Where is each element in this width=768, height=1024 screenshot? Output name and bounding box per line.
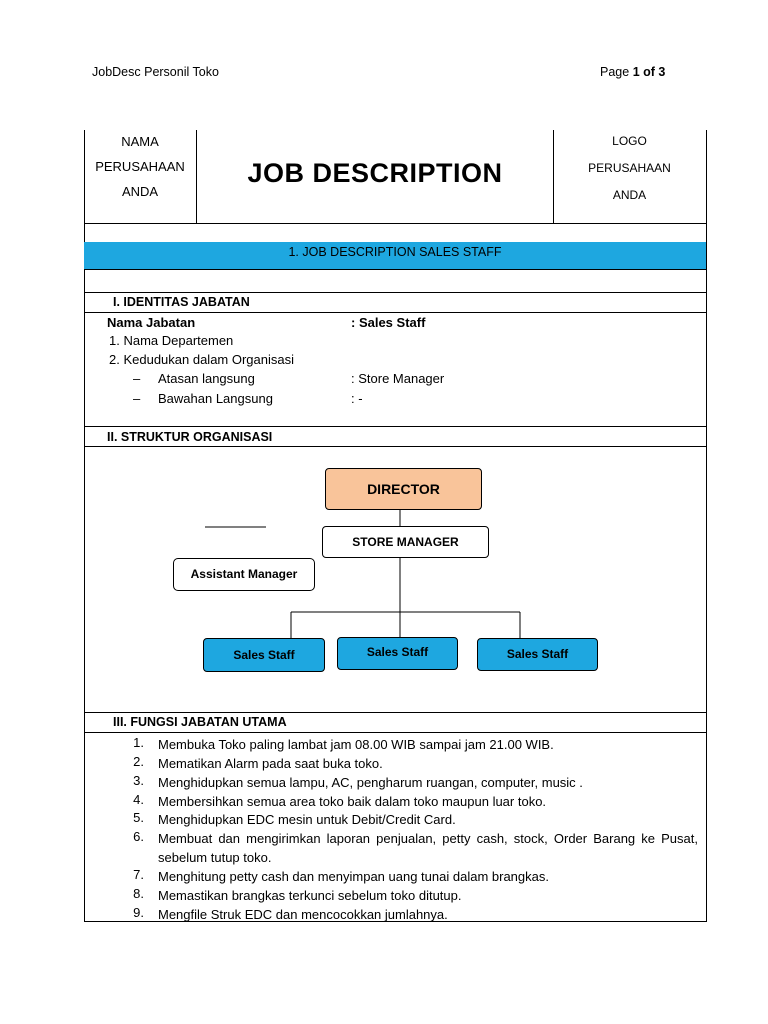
list-item-number: 4.	[133, 792, 144, 807]
field-label-atasan: Atasan langsung	[158, 371, 255, 386]
field-label-nama-jabatan: Nama Jabatan	[107, 315, 196, 330]
section-heading-identitas: I. IDENTITAS JABATAN	[113, 295, 250, 309]
company-name-line: PERUSAHAAN	[95, 159, 185, 174]
list-item: Membuka Toko paling lambat jam 08.00 WIB sampai jam 21.00 WIB.	[158, 737, 554, 752]
field-value-bawahan: : -	[351, 391, 363, 406]
list-item: Menghitung petty cash dan menyimpan uang tunai dalam brangkas.	[158, 869, 549, 884]
org-node-director: DIRECTOR	[325, 468, 482, 510]
dash-bullet: –	[133, 391, 141, 406]
field-label-departemen: 1. Nama Departemen	[109, 333, 234, 348]
section-band-title: 1. JOB DESCRIPTION SALES STAFF	[288, 245, 502, 259]
list-item-number: 3.	[133, 773, 144, 788]
page-prefix: Page	[600, 65, 630, 79]
org-node-assistant-manager: Assistant Manager	[173, 558, 315, 591]
list-item-number: 8.	[133, 886, 144, 901]
list-item-number: 7.	[133, 867, 144, 882]
document-header-title: JobDesc Personil Toko	[92, 65, 219, 79]
page-total: 3	[658, 65, 666, 79]
page-current: 1	[632, 65, 640, 79]
logo-line: PERUSAHAAN	[588, 161, 671, 175]
field-value-nama-jabatan: : Sales Staff	[351, 315, 426, 330]
page-of: of	[643, 65, 655, 79]
logo-line: LOGO	[612, 134, 647, 148]
document-title: JOB DESCRIPTION	[247, 158, 503, 188]
company-name-line: NAMA	[121, 134, 159, 149]
list-item: Membersihkan semua area toko baik dalam toko maupun luar toko.	[158, 794, 547, 809]
list-item-number: 2.	[133, 754, 144, 769]
list-item-number: 9.	[133, 905, 144, 920]
org-node-sales-staff-2: Sales Staff	[337, 637, 458, 670]
section-heading-struktur: II. STRUKTUR ORGANISASI	[107, 430, 273, 444]
list-item: Menghidupkan EDC mesin untuk Debit/Credit Card.	[158, 812, 456, 827]
logo-line: ANDA	[612, 188, 647, 202]
list-item-number: 5.	[133, 810, 144, 825]
company-name-line: ANDA	[121, 184, 159, 199]
org-node-sales-staff-3: Sales Staff	[477, 638, 598, 671]
field-label-kedudukan: 2. Kedudukan dalam Organisasi	[109, 352, 295, 367]
list-item: Mengfile Struk EDC dan mencocokkan jumlahnya.	[158, 907, 448, 922]
field-value-atasan: : Store Manager	[351, 371, 445, 386]
list-item: Mematikan Alarm pada saat buka toko.	[158, 756, 383, 771]
list-item-number: 1.	[133, 735, 144, 750]
list-item-number: 6.	[133, 829, 144, 844]
org-node-store-manager: STORE MANAGER	[322, 526, 489, 558]
field-label-bawahan: Bawahan Langsung	[158, 391, 273, 406]
org-node-sales-staff-1: Sales Staff	[203, 638, 325, 672]
list-item: Membuat dan mengirimkan laporan penjualan, petty cash, stock, Order Barang ke Pusat, sebelum tutup toko.	[158, 831, 698, 865]
dash-bullet: –	[133, 371, 141, 386]
list-item: Memastikan brangkas terkunci sebelum toko ditutup.	[158, 888, 462, 903]
list-item: Menghidupkan semua lampu, AC, pengharum ruangan, computer, music .	[158, 775, 583, 790]
section-heading-fungsi: III. FUNGSI JABATAN UTAMA	[113, 715, 287, 729]
